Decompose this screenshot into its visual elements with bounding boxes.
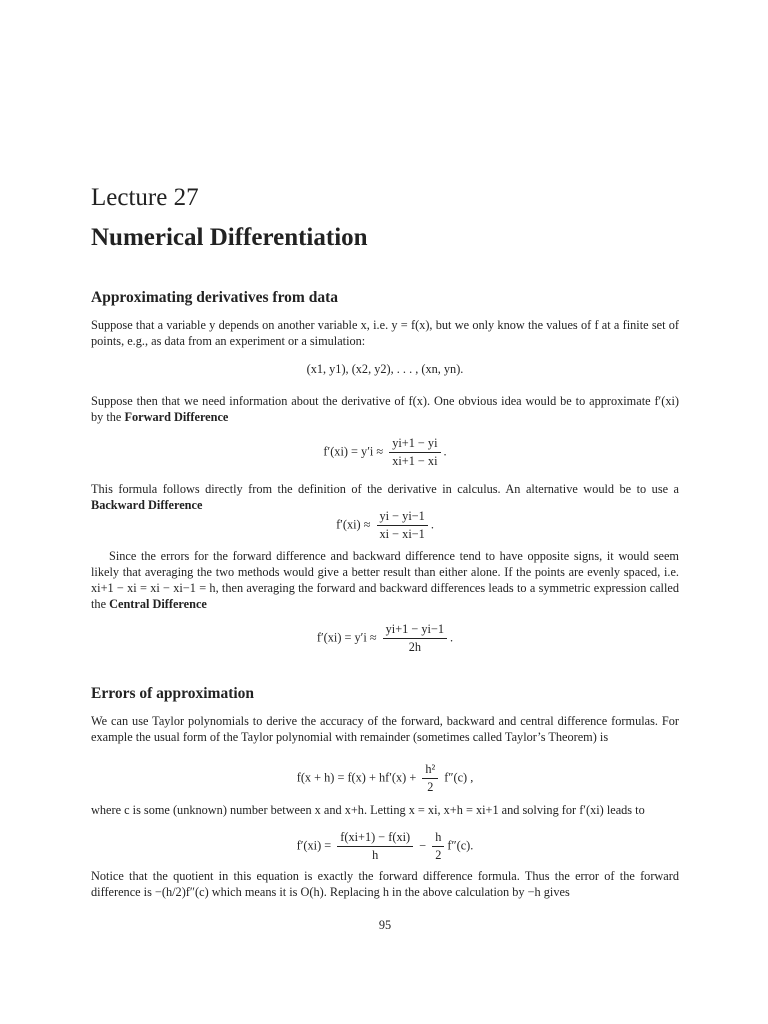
eq-solve-lhs: f′(xi) = [296, 838, 332, 853]
lecture-label: Lecture 27 [91, 184, 199, 211]
eq-central-denominator: 2h [408, 640, 421, 654]
eq-taylor-denominator: 2 [427, 780, 434, 794]
eq-solve-tail: f″(c). [447, 838, 474, 853]
section-heading-errors: Errors of approximation [91, 685, 255, 702]
paragraph-taylor-intro: We can use Taylor polynomials to derive the accuracy of the forward, backward and central difference formulas. For example the usual form of the Taylor polynomial with remainder (sometimes called Taylor’s Theorem) is [91, 714, 679, 744]
eq-central-lhs: f′(xi) = y′i ≈ [316, 630, 377, 645]
eq-backward-fraction [377, 509, 428, 542]
eq-solve-numerator: f(xi+1) − f(xi) [337, 830, 413, 847]
eq-central-numerator: yi+1 − yi−1 [383, 622, 447, 639]
eq-solve-minus: − [419, 838, 427, 853]
paragraph-forward-intro [91, 393, 679, 425]
equation-backward-difference [91, 509, 679, 542]
eq-forward-fraction [389, 436, 440, 469]
paragraph-central-intro [91, 548, 679, 612]
paragraph-forward-text: Suppose then that we need information about the derivative of f(x). One obvious idea would be to approximate f′(xi) by the [91, 394, 679, 424]
eq-forward-denominator: xi+1 − xi [392, 454, 438, 468]
term-central-difference: Central Difference [109, 597, 207, 611]
equation-data-points: (x1, y1), (x2, y2), . . . , (xn, yn). [306, 362, 464, 376]
chapter-title: Numerical Differentiation [91, 224, 368, 251]
term-backward-difference: Backward Difference [91, 498, 203, 512]
equation-solve [91, 830, 679, 863]
eq-taylor-lhs: f(x + h) = f(x) + hf′(x) + [296, 770, 417, 785]
eq-backward-tail: . [430, 517, 434, 532]
eq-solve-fraction-2 [432, 830, 444, 863]
eq-solve-fraction [337, 830, 413, 863]
document-page [91, 0, 679, 1024]
equation-central-difference [91, 622, 679, 655]
paragraph-intro: Suppose that a variable y depends on another variable x, i.e. y = f(x), but we only know the values of f at a finite set of points, e.g., as data from an experiment or a simulation: [91, 318, 679, 348]
paragraph-backward-text: This formula follows directly from the definition of the derivative in calculus. An alternative would be to use a [91, 482, 679, 496]
section-heading-approximating: Approximating derivatives from data [91, 289, 338, 306]
eq-forward-lhs: f′(xi) = y′i ≈ [323, 444, 384, 459]
page-number: 95 [378, 918, 392, 932]
eq-central-fraction [383, 622, 447, 655]
eq-forward-numerator: yi+1 − yi [389, 436, 440, 453]
equation-taylor [91, 762, 679, 795]
equation-forward-difference [91, 436, 679, 469]
paragraph-letting: where c is some (unknown) number between x and x+h. Letting x = xi, x+h = xi+1 and solving for f′(xi) leads to [91, 803, 645, 817]
eq-backward-lhs: f′(xi) ≈ [336, 517, 371, 532]
eq-solve-numerator-2: h [432, 830, 444, 847]
eq-backward-denominator: xi − xi−1 [379, 527, 425, 541]
eq-backward-numerator: yi − yi−1 [377, 509, 428, 526]
eq-forward-tail: . [443, 444, 447, 459]
paragraph-forward-error: Notice that the quotient in this equation is exactly the forward difference formula. Thus the error of the forward difference is −(h/2)f″(c) which means it is O(h). Replacing h in the above calculation by −h gives [91, 869, 679, 899]
eq-solve-denominator: h [372, 848, 379, 862]
eq-taylor-tail: f″(c) , [444, 770, 474, 785]
paragraph-central-text: Since the errors for the forward difference and backward difference tend to have opposite signs, it would seem likely that averaging the two methods would give a better result than either alone. If the points are evenly spaced, i.e. xi+1 − xi = xi − xi−1 = h, then averaging the forward and backward differences leads to a symmetric expression called the [91, 549, 679, 611]
eq-central-tail: . [450, 630, 454, 645]
eq-taylor-fraction [422, 762, 438, 795]
eq-solve-denominator-2: 2 [435, 848, 442, 862]
term-forward-difference: Forward Difference [124, 410, 229, 424]
eq-taylor-numerator: h² [422, 762, 438, 779]
